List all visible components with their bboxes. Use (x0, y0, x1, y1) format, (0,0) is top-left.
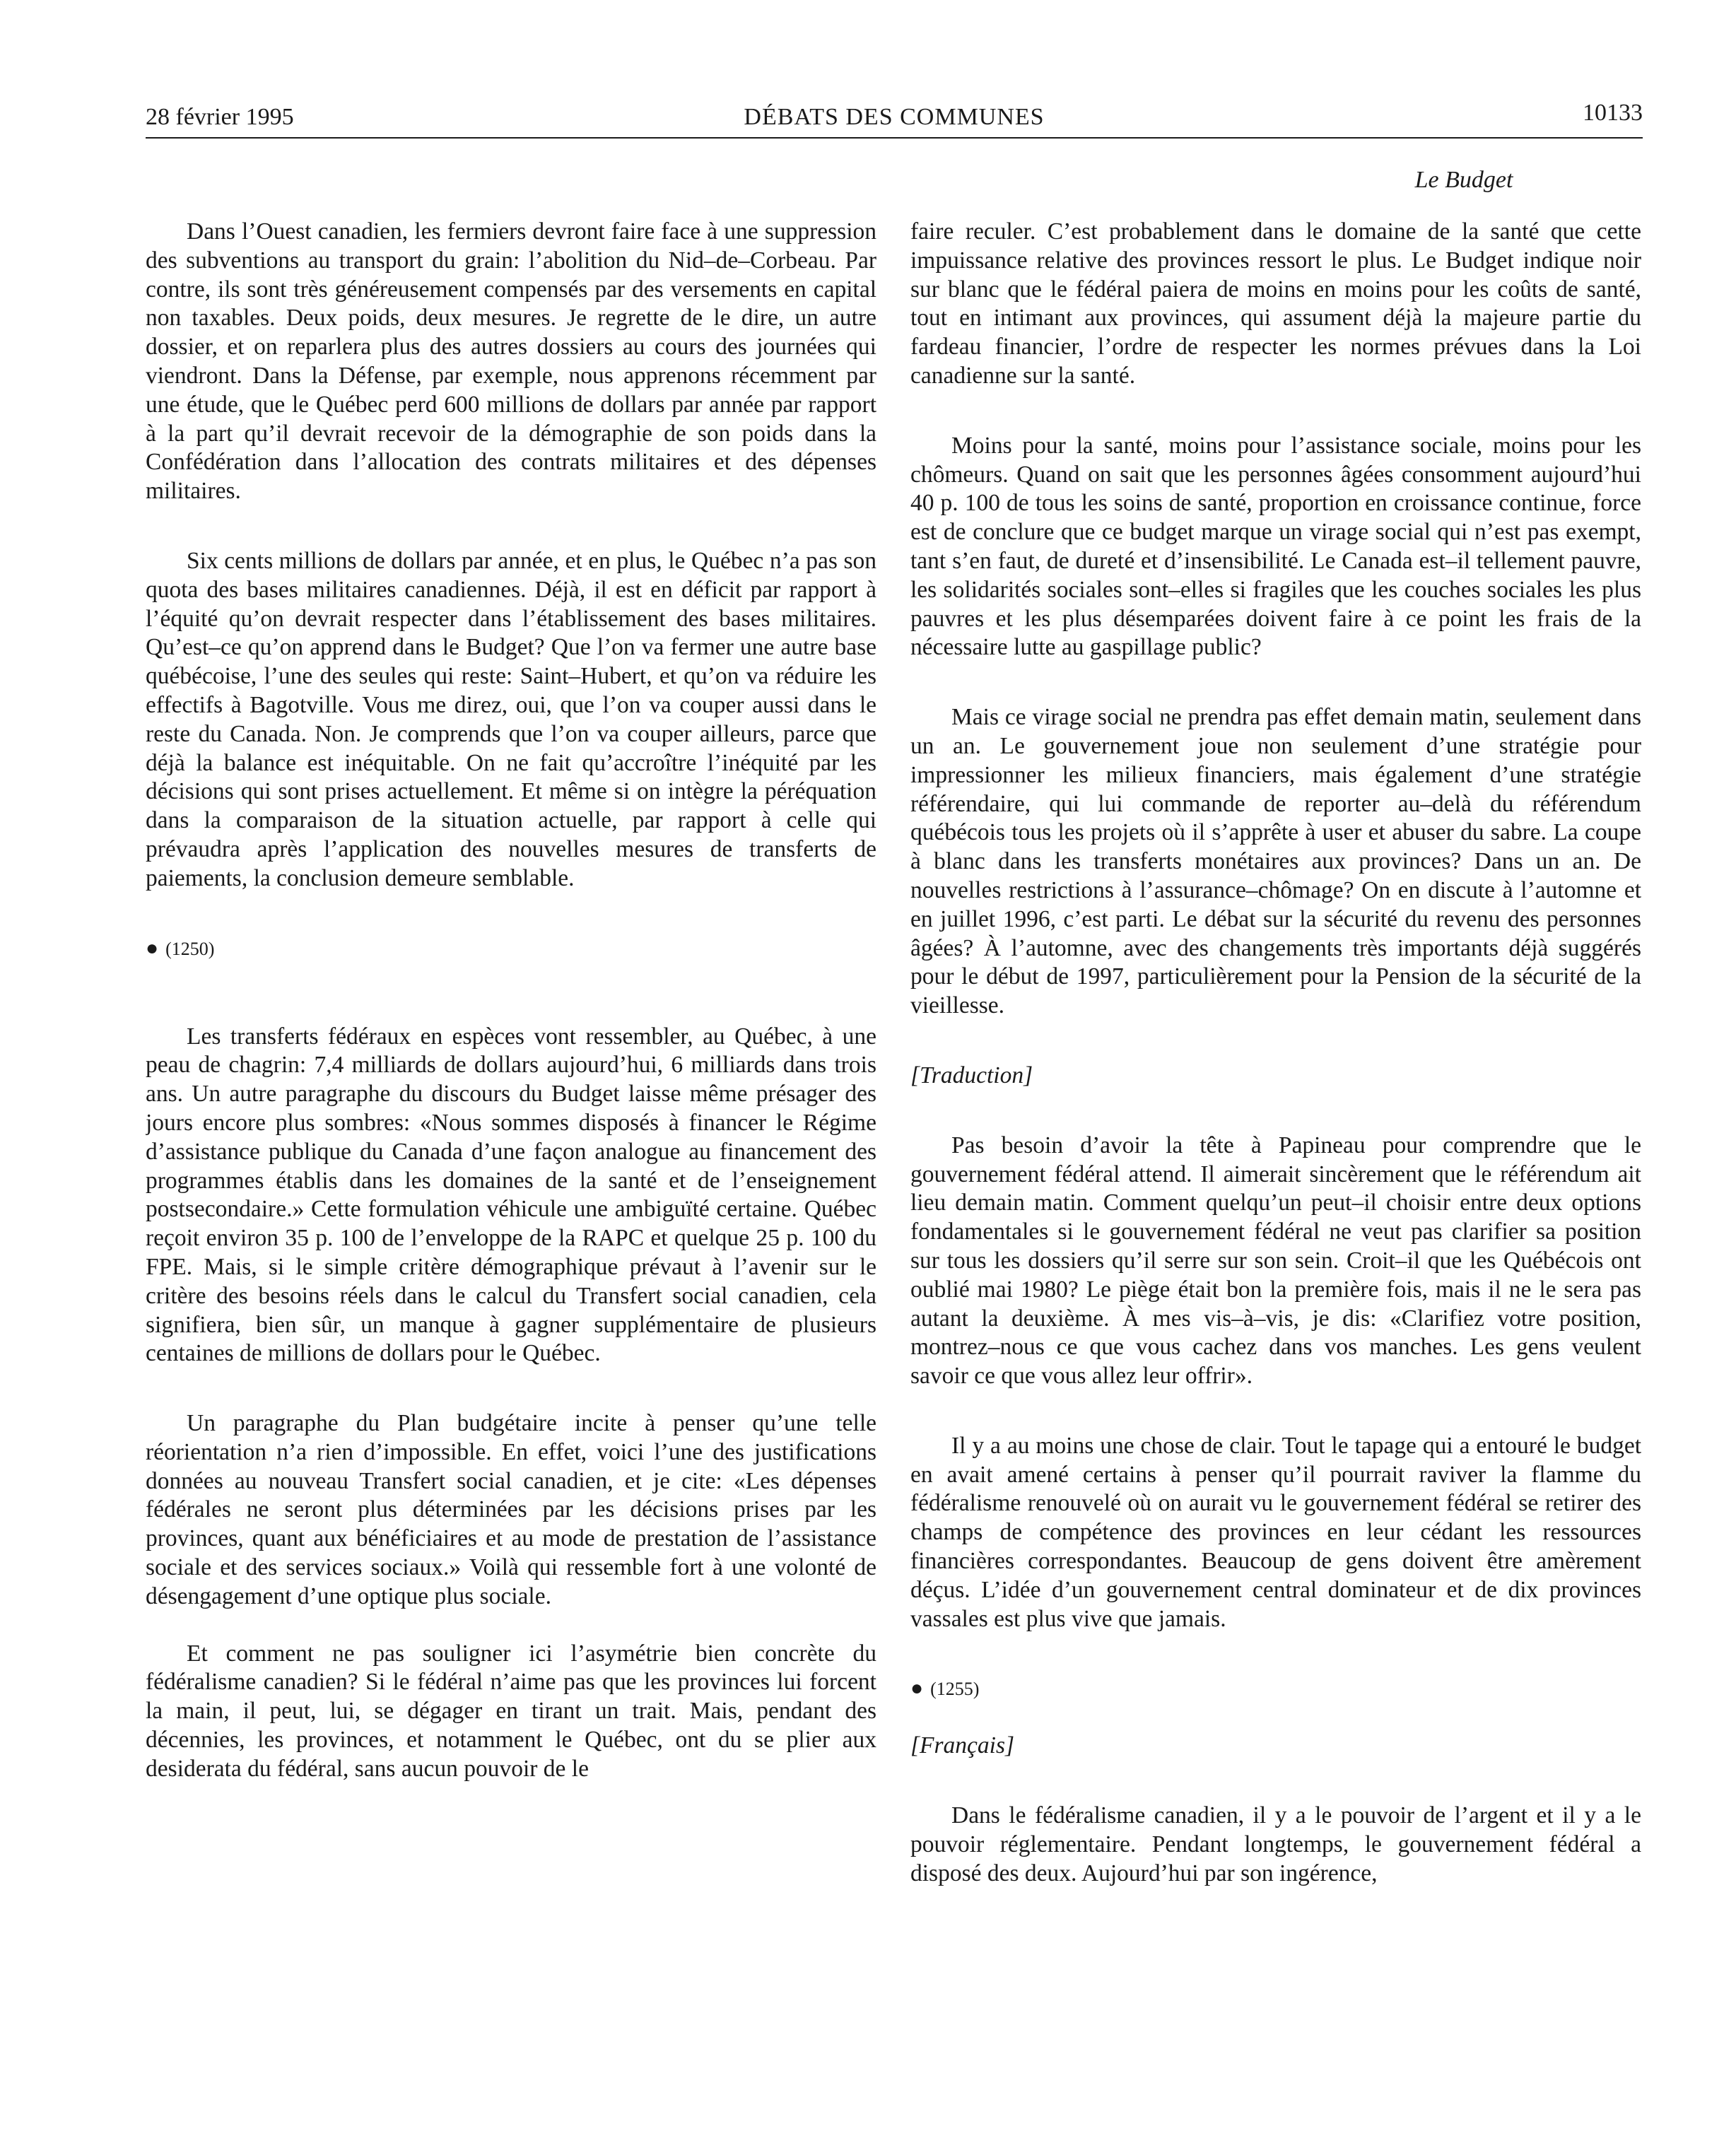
header-journal-title: DÉBATS DES COMMUNES (744, 104, 1045, 130)
paragraph: Un paragraphe du Plan budgétaire incite à penser qu’une telle réorientation n’a rien d’impossible. En effet, voici l’une des justifications données au nouveau Transfert social canadien, et je cite: «Les dépenses fédérales ne seront plus déterminées par les décisions prises par les provinces, quant aux bénéficiaires et au mode de prestation de l’assistance sociale et des services sociaux.» Voilà qui ressemble fort à une volonté de désengagement d’une optique plus sociale. (146, 1410, 876, 1609)
bullet-icon: ● (146, 936, 159, 960)
language-tag-text: [Traduction] (910, 1062, 1033, 1088)
language-tag (910, 1062, 1641, 1091)
time-marker-text: (1250) (165, 938, 215, 959)
time-marker-text: (1255) (930, 1679, 980, 1700)
paragraph: Dans le fédéralisme canadien, il y a le pouvoir de l’argent et il y a le pouvoir réglementaire. Pendant longtemps, le gouvernement fédéral a disposé des deux. Aujourd’hui par son ingérence, (910, 1802, 1641, 1886)
paragraph: faire reculer. C’est probablement dans le domaine de la santé que cette impuissance relative des provinces ressort le plus. Le Budget indique noir sur blanc que le fédéral paiera de moins en moins pour les coûts de santé, tout en intimant aux provinces, qui assument déjà la majeure partie du fardeau financier, l’ordre de respecter les normes prévues dans la Loi canadienne sur la santé. (910, 218, 1641, 389)
paragraph: Six cents millions de dollars par année, et en plus, le Québec n’a pas son quota des bases militaires canadiennes. Déjà, il est en déficit par rapport à l’équité qu’on devrait respecter dans l’établissement des bases militaires. Qu’est–ce qu’on apprend dans le Budget? Que l’on va fermer une autre base québécoise, l’une des seules qui reste: Saint–Hubert, et qu’on va réduire les effectifs à Bagotville. Vous me direz, oui, que l’on va couper aussi dans le reste du Canada. Non. Je comprends que l’on va couper ailleurs, parce que déjà la balance est inéquitable. On ne fait qu’accroître l’inéquité par les décisions qui sont prises actuellement. Et même si on intègre la péréquation dans la comparaison de la situation actuelle, par rapport à celle qui prévaudra après l’application des nouvelles mesures de transferts de paiements, la conclusion demeure semblable. (146, 547, 876, 891)
time-marker (910, 1674, 1641, 1703)
page-header (146, 98, 1643, 137)
time-marker (146, 934, 876, 963)
right-column (910, 218, 1641, 2105)
paragraph: Et comment ne pas souligner ici l’asymétrie bien concrète du fédéralisme canadien? Si le fédéral n’aime pas que les provinces lui forcent la main, il peut, lui, se dégager en tirant un trait. Mais, pendant des décennies, les provinces, et notamment le Québec, ont du se plier aux desiderata du fédéral, sans aucun pouvoir de le (146, 1640, 876, 1782)
header-date: 28 février 1995 (146, 104, 294, 130)
paragraph: Moins pour la santé, moins pour l’assistance sociale, moins pour les chômeurs. Quand on sait que les personnes âgées consomment aujourd’hui 40 p. 100 de tous les soins de santé, proportion en croissance continue, force est de conclure que ce budget marque un virage social qui n’est pas exempt, tant s’en faut, de dureté et d’insensibilité. Le Canada est–il tellement pauvre, les solidarités sociales sont–elles si fragiles que les couches sociales les plus pauvres et les plus désemparées doivent faire à ce point les frais de la nécessaire lutte au gaspillage public? (910, 432, 1641, 661)
header-rule (146, 137, 1643, 139)
paragraph: Les transferts fédéraux en espèces vont ressembler, au Québec, à une peau de chagrin: 7,4 milliards de dollars aujourd’hui, 6 milliards dans trois ans. Un autre paragraphe du discours du Budget laisse même présager des jours encore plus sombres: «Nous sommes disposés à financer le Régime d’assistance publique du Canada d’une façon analogue au financement des programmes établis dans les domaines de la santé et de l’enseignement postsecondaire.» Cette formulation véhicule une ambiguïté certaine. Québec reçoit environ 35 p. 100 de l’enveloppe de la RAPC et quelque 25 p. 100 du FPE. Mais, si le simple critère démographique prévaut à l’avenir sur le critère des besoins réels dans le calcul du Transfert social canadien, cela signifiera, bien sûr, un manque à gagner supplémentaire de plusieurs centaines de millions de dollars pour le Québec. (146, 1023, 876, 1367)
left-column (146, 218, 876, 2105)
language-tag-text: [Français] (910, 1732, 1015, 1759)
paragraph: Pas besoin d’avoir la tête à Papineau pour comprendre que le gouvernement fédéral attend. Il aimerait sincèrement que le référendum ait lieu demain matin. Comment quelqu’un peut–il choisir entre deux options fondamentales si le gouvernement fédéral ne veut pas clarifier sa position sur tous les dossiers qu’il serre sur son sein. Croit–il que les Québécois ont oublié mai 1980? Le piège était bon la première fois, mais il ne le sera pas autant la deuxième. À mes vis–à–vis, je dis: «Clarifiez votre position, montrez–nous ce que vous cachez dans vos manches. Les gens veulent savoir ce que vous allez leur offrir». (910, 1132, 1641, 1390)
paragraph: Mais ce virage social ne prendra pas effet demain matin, seulement dans un an. Le gouvernement joue non seulement d’une stratégie pour impressionner les milieux financiers, mais également d’une stratégie référendaire, qui lui commande de reporter au–delà du référendum québécois tous les projets où il s’apprête à user et abuser du sabre. La coupe à blanc dans les transferts monétaires aux provinces? Dans un an. De nouvelles restrictions à l’assurance–chômage? On en discute à l’automne et en juillet 1996, c’est parti. Le débat sur la sécurité du revenu des personnes âgées? À l’automne, avec des changements très importants déjà suggérés pour le début de 1997, particulièrement pour la Pension de la sécurité de la vieillesse. (910, 704, 1641, 1019)
section-title (884, 167, 1643, 194)
paragraph: Dans l’Ouest canadien, les fermiers devront faire face à une suppression des subventions au transport du grain: l’abolition du Nid–de–Corbeau. Par contre, ils sont très généreusement compensés par des versements en capital non taxables. Deux poids, deux mesures. Je regrette de le dire, un autre dossier, et on reparlera plus des autres dossiers au cours des journées qui viendront. Dans la Défense, par exemple, nous apprenons récemment par une étude, que le Québec perd 600 millions de dollars par année par rapport à la part qu’il devrait recevoir de la démographie de son poids dans la Confédération dans l’allocation des contrats militaires et des dépenses militaires. (146, 218, 876, 505)
bullet-icon: ● (910, 1677, 924, 1701)
header-page-number: 10133 (1583, 100, 1643, 126)
paragraph: Il y a au moins une chose de clair. Tout le tapage qui a entouré le budget en avait amené certains à penser qu’il pourrait raviver la flamme du fédéralisme renouvelé où on aurait vu le gouvernement fédéral se retirer des champs de compétence des provinces en leur cédant les ressources financières correspondantes. Beaucoup de gens doivent être amèrement déçus. L’idée d’un gouvernement central dominateur et de dix provinces vassales est plus vive que jamais. (910, 1432, 1641, 1632)
language-tag (910, 1732, 1641, 1761)
section-title-text: Le Budget (1414, 167, 1513, 193)
